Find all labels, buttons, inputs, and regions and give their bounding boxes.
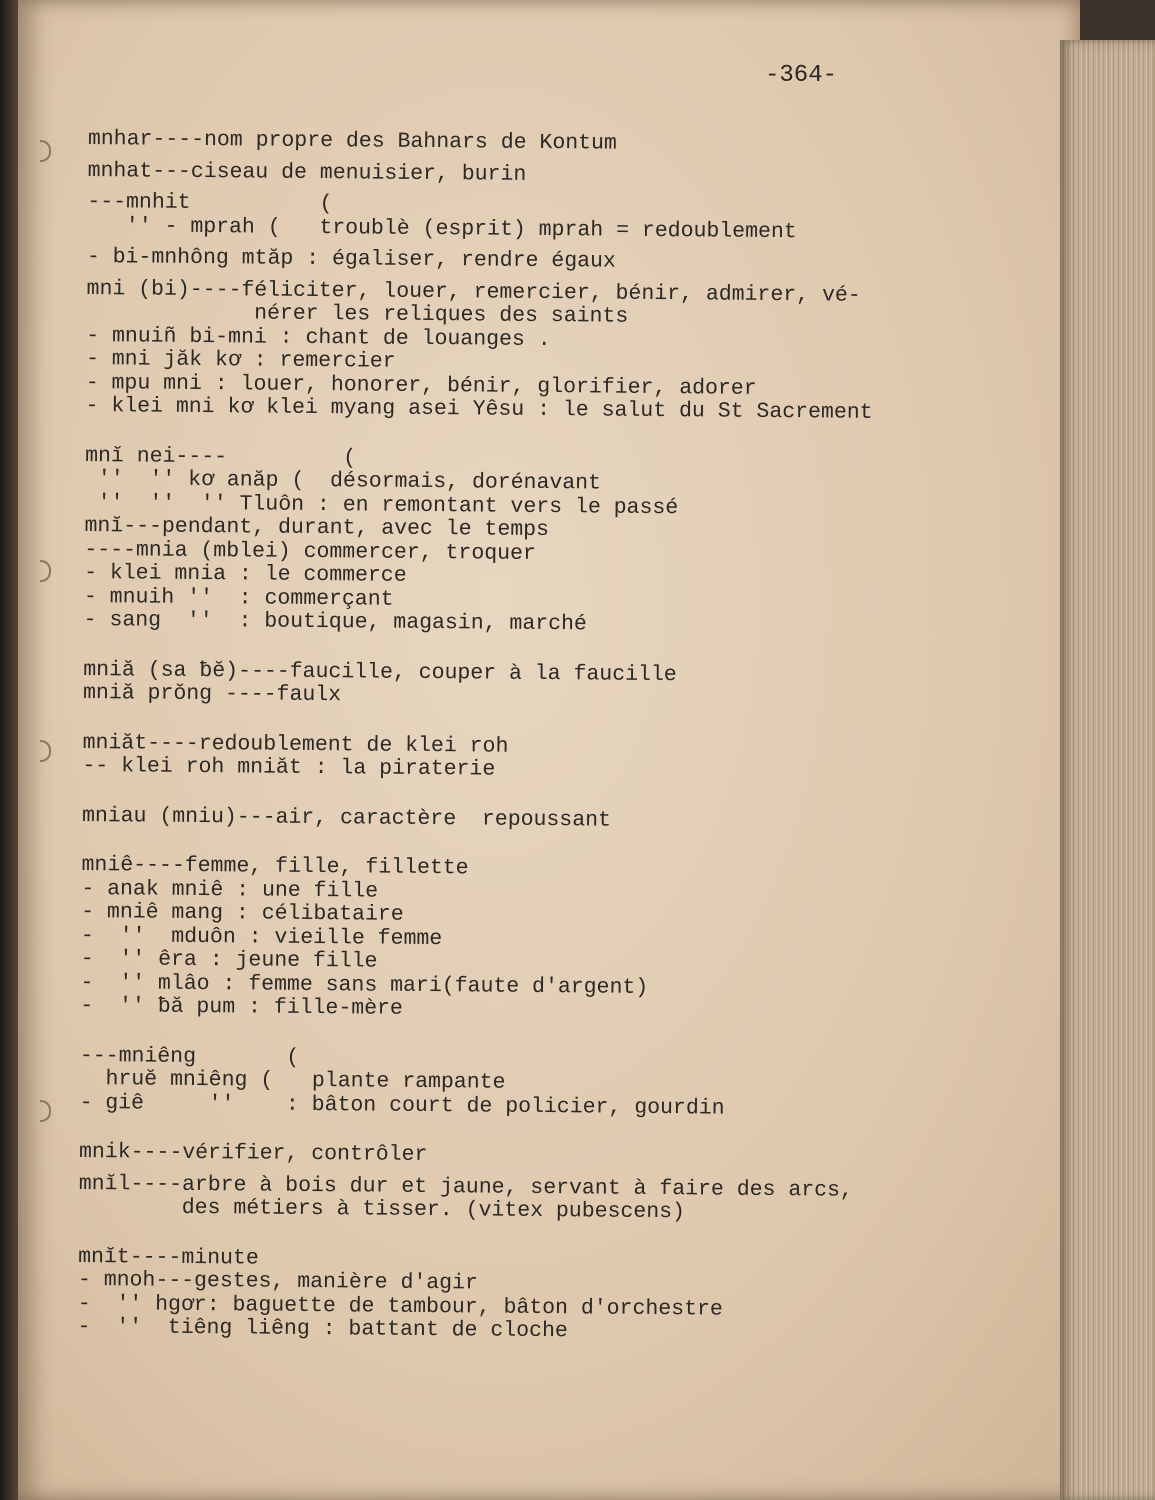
entry-line: - mnoh---gestes, manière d'agir [77, 1267, 479, 1296]
entry-line: - anak mniê : une fille [81, 876, 379, 904]
binding-hole [40, 1100, 51, 1122]
entry-line: - bi-mnhông mtăp : égaliser, rendre égaux [86, 244, 616, 274]
entry-line: -- klei roh mniăt : la piraterie [82, 753, 496, 782]
dictionary-text [77, 128, 1048, 1348]
entry-line: - '' tiêng liêng : battant de cloche [77, 1314, 568, 1344]
entry-line: mniăt----redoublement de klei roh [82, 730, 509, 759]
entry-line: hruĕ mniêng ( plante rampante [79, 1066, 506, 1095]
entry-line: - mnuih '' : commerçant [83, 584, 394, 612]
entry-line: mnik----vérifier, contrôler [78, 1139, 428, 1168]
entry-line: '' - mprah ( troublè (esprit) mprah = redoublement [87, 213, 797, 244]
entry-line: mnĭ---pendant, durant, avec le temps [84, 513, 550, 543]
entry-line: mniau (mniu)---air, caractère repoussant [81, 803, 612, 833]
entry-line: - klei mni kơ klei myang asei Yêsu : le salut du St Sacrement [85, 393, 873, 425]
entry-line: ---mnhit ( [87, 189, 333, 217]
entry-line: - mniê mang : célibataire [81, 899, 404, 927]
entry-line: ----mnia (mblei) commercer, troquer [84, 537, 536, 566]
entry-line: - '' mlâo : femme sans mari(faute d'argent) [80, 970, 649, 1000]
entry-line: - '' hgơr: baguette de tambour, bâton d'orchestre [77, 1291, 723, 1322]
page-number: -364- [765, 62, 838, 89]
entry-line: mnhar----nom propre des Bahnars de Kontum [87, 127, 617, 156]
entry-line: mniê----femme, fille, fillette [81, 852, 469, 881]
entry-line: des métiers à tisser. (vitex pubescens) [78, 1194, 686, 1225]
entry-line: - mnuiñ bi-mni : chant de louanges . [86, 323, 551, 352]
page-edges [1060, 40, 1155, 1500]
entry-line: mniă prŏng ----faulx [82, 680, 342, 708]
binding-hole [40, 140, 51, 162]
entry-line: - giê '' : bâton court de policier, gourdin [79, 1090, 725, 1121]
entry-line: mnĭ nei---- ( [85, 443, 357, 470]
entry-line: ---mniêng ( [79, 1043, 300, 1070]
entry-line: mni (bi)----féliciter, louer, remercier, bénir, admirer, vé- [86, 276, 861, 308]
binding-hole [40, 740, 51, 762]
entry-line: nérer les reliques des saints [86, 299, 629, 329]
entry-line: - sang '' : boutique, magasin, marché [83, 607, 587, 637]
entry-line: - '' mduôn : vieille femme [80, 923, 443, 951]
entry-line: - mpu mni : louer, honorer, bénir, glorifier, adorer [85, 370, 757, 401]
entry-line: mniă (sa ƀĕ)----faucille, couper à la faucille [83, 657, 677, 687]
entry-line: - '' ƀă pum : fille-mère [80, 993, 403, 1021]
entry-line: mnĭt----minute [78, 1244, 259, 1271]
binding-hole [40, 560, 51, 582]
entry-line: mnhat---ciseau de menuisier, burin [87, 158, 527, 187]
entry-line: '' '' '' Tluôn : en remontant vers le passé [84, 490, 679, 520]
entry-line: - '' êra : jeune fille [80, 946, 378, 974]
entry-line: - mni jăk kơ : remercier [85, 346, 396, 374]
entry-line: - klei mnia : le commerce [84, 560, 407, 588]
entry-line: '' '' kơ anăp ( désormais, dorénavant [84, 466, 602, 496]
entry-line: mnĭl----arbre à bois dur et jaune, servant à faire des arcs, [78, 1171, 854, 1203]
